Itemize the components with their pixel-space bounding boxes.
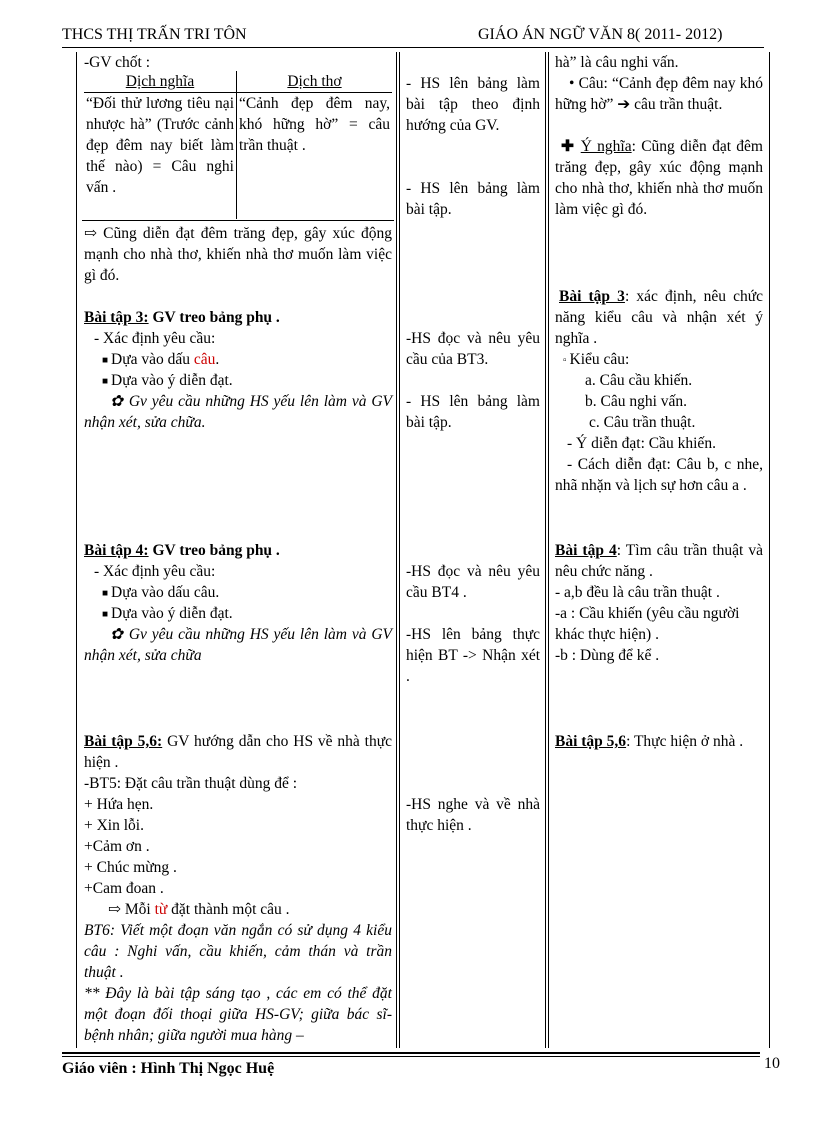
hs-activity-3: -HS đọc và nêu yêu cầu của BT3.: [406, 330, 540, 368]
content-kieu-cau: ▫ Kiểu câu:: [563, 351, 630, 368]
translation-table: [84, 71, 392, 219]
content-cach-dien-dat: - Cách diễn đạt: Câu b, c nhe, nhã nhặn và lịch sự hơn câu a .: [555, 456, 763, 494]
td-dich-nghia: “Đối thử lương tiêu nại nhược hà” (Trước cảnh đẹp đêm nay biết làm thế nào) = Câu nghi vấn .: [84, 93, 237, 220]
content-bt4-item: - a,b đều là câu trần thuật .: [555, 584, 720, 601]
th-dich-tho: Dịch thơ: [237, 71, 393, 93]
bt3-item-1: ■ Dựa vào dấu câu.: [102, 351, 220, 368]
conclusion-text: ⇨ Cũng diễn đạt đêm trăng đẹp, gây xúc động mạnh cho nhà thơ, khiến nhà thơ muốn làm việc gì đó.: [84, 225, 392, 284]
content-cau: • Câu: “Cảnh đẹp đêm nay khó hững hờ” ➔ câu trần thuật.: [555, 75, 763, 113]
table-divider-2: [545, 52, 549, 1048]
content-bt4: Bài tập 4: Tìm câu trần thuật và nêu chức năng .: [555, 542, 763, 580]
footer-teacher: Giáo viên : Hình Thị Ngọc Huệ: [62, 1060, 275, 1077]
content-kieu-cau-item: a. Câu cầu khiến.: [585, 372, 693, 389]
content-bt4-item: -b : Dùng để kể .: [555, 647, 660, 664]
content-top: hà” là câu nghi vấn.: [555, 54, 679, 71]
content-bt3: Bài tập 3: xác định, nêu chức năng kiểu câu và nhận xét ý nghĩa .: [555, 288, 763, 347]
td-dich-tho: “Cảnh đẹp đêm nay, khó hững hờ” = câu trần thuật .: [239, 95, 390, 154]
bt5-item: + Chúc mừng .: [84, 859, 177, 876]
hs-activity-7: -HS nghe và về nhà thực hiện .: [406, 796, 540, 834]
hs-activity-2: - HS lên bảng làm bài tập.: [406, 180, 540, 218]
table-border-left: [76, 52, 77, 1048]
table-border-right: [769, 52, 770, 1048]
bt5-item: + Hứa hẹn.: [84, 796, 154, 813]
footer-rule: [62, 1052, 760, 1054]
content-bt56: Bài tập 5,6: Thực hiện ở nhà .: [555, 733, 744, 750]
content-y-nghia: ✚ Ý nghĩa: Cũng diễn đạt đêm trăng đẹp, gây xúc động mạnh cho nhà thơ, khiến nhà thơ muốn làm việc gì đó.: [555, 138, 763, 218]
bt56-heading: Bài tập 5,6: GV hướng dẫn cho HS về nhà thực hiện .: [84, 733, 393, 771]
hs-activity-6: -HS lên bảng thực hiện BT -> Nhận xét .: [406, 626, 540, 685]
header-school: THCS THỊ TRẤN TRI TÔN: [62, 26, 247, 43]
hs-activity-1: - HS lên bảng làm bài tập theo định hướng của GV.: [406, 75, 540, 134]
hs-activity-5: -HS đọc và nêu yêu cầu BT4 .: [406, 563, 540, 601]
page-number: 10: [764, 1055, 780, 1072]
bt6-text: BT6: Viết một đoạn văn ngắn có sử dụng 4 kiểu câu : Nghi vấn, cầu khiến, cảm thán và trần thuật .: [84, 922, 392, 981]
bt4-item-1: ■ Dựa vào dấu câu.: [102, 584, 220, 601]
content-y-dien-dat: - Ý diễn đạt: Cầu khiến.: [567, 435, 716, 452]
each-word-note: ⇨ Mỗi từ đặt thành một câu .: [108, 901, 290, 918]
translation-table-bottom: [82, 220, 394, 221]
bt4-note: ✿ Gv yêu cầu những HS yếu lên làm và GV nhận xét, sửa chữa: [84, 626, 392, 664]
header-rule: [62, 47, 764, 48]
header-title: GIÁO ÁN NGỮ VĂN 8( 2011- 2012): [478, 26, 723, 43]
content-bt4-item: -a : Cầu khiến (yêu cầu người khác thực hiện) .: [555, 605, 740, 643]
bt6-note: ** Đây là bài tập sáng tạo , các em có thể đặt một đoạn đối thoại giữa HS-GV; giữa bác sĩ-bệnh nhân; giữa người mua hàng –: [84, 985, 392, 1044]
gv-chot: -GV chốt :: [84, 54, 151, 71]
hs-activity-4: - HS lên bảng làm bài tập.: [406, 393, 540, 431]
bt4-heading: Bài tập 4: GV treo bảng phụ .: [84, 542, 280, 559]
bt3-note: ✿ Gv yêu cầu những HS yếu lên làm và GV nhận xét, sửa chữa.: [84, 393, 392, 431]
bt3-heading: Bài tập 3: GV treo bảng phụ .: [84, 309, 280, 326]
content-kieu-cau-item: b. Câu nghi vấn.: [585, 393, 688, 410]
bt4-requirement: - Xác định yêu cầu:: [94, 563, 216, 580]
bt5-intro: -BT5: Đặt câu trần thuật dùng để :: [84, 775, 298, 792]
bt3-requirement: - Xác định yêu cầu:: [94, 330, 216, 347]
bt3-item-2: ■ Dựa vào ý diễn đạt.: [102, 372, 233, 389]
bt4-item-2: ■ Dựa vào ý diễn đạt.: [102, 605, 233, 622]
footer-rule-thin: [62, 1056, 760, 1057]
bt5-item: + Xin lỗi.: [84, 817, 144, 834]
bt5-item: +Cam đoan .: [84, 880, 164, 897]
th-dich-nghia: Dịch nghĩa: [84, 71, 237, 93]
content-kieu-cau-item: c. Câu trần thuật.: [589, 414, 696, 431]
bt5-item: +Cảm ơn .: [84, 838, 150, 855]
